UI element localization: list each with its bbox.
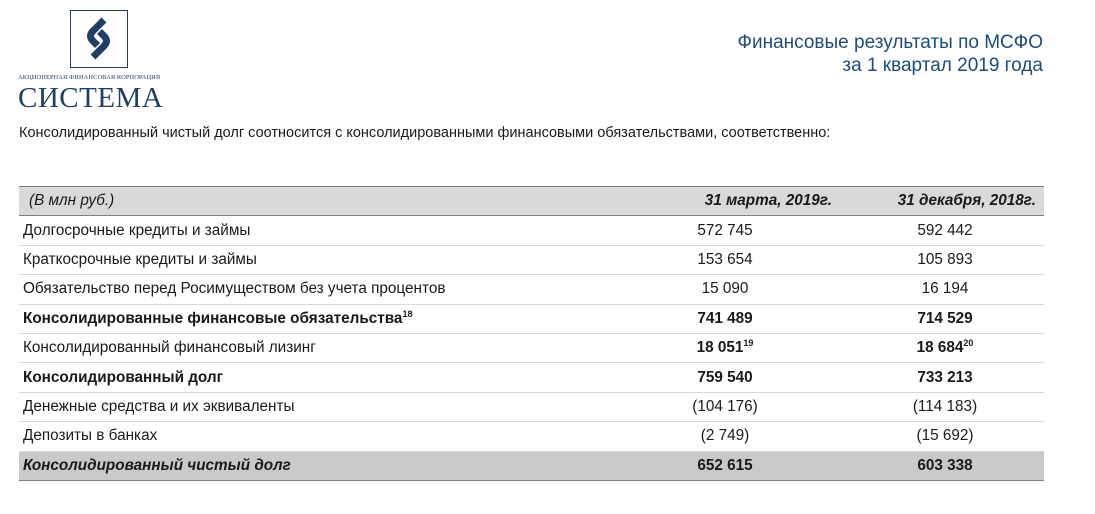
row-value-mar-2019: 741 489	[604, 304, 846, 333]
table-row	[19, 216, 1044, 245]
footnote-ref: 20	[963, 338, 974, 349]
row-label: Обязательство перед Росимуществом без учета процентов	[19, 275, 604, 304]
row-value-mar-2019: 652 615	[604, 451, 846, 480]
row-value-mar-2019: 759 540	[604, 363, 846, 392]
row-value-dec-2018: 733 213	[846, 363, 1044, 392]
row-label: Краткосрочные кредиты и займы	[19, 245, 604, 274]
row-label: Консолидированный долг	[19, 363, 604, 392]
report-title-line1: Финансовые результаты по МСФО	[737, 32, 1043, 53]
table-row	[19, 363, 1044, 392]
sistema-logo-icon	[70, 10, 128, 68]
row-label: Депозиты в банках	[19, 422, 604, 451]
row-label-text: Консолидированные финансовые обязательства	[23, 309, 403, 327]
row-value-dec-2018: 714 529	[846, 304, 1044, 333]
intro-text: Консолидированный чистый долг соотносится с консолидированными финансовыми обязательствами, соответственно:	[19, 125, 831, 141]
row-value-dec-2018: 592 442	[846, 216, 1044, 245]
table-row	[19, 275, 1044, 304]
table-row	[19, 245, 1044, 274]
table-header-row	[19, 187, 1044, 216]
row-value-mar-2019: 15 090	[604, 275, 846, 304]
row-label: Консолидированный финансовый лизинг	[19, 333, 604, 362]
value-text: 18 684	[916, 339, 964, 357]
table-total-row	[19, 451, 1044, 480]
row-value-dec-2018: 16 194	[846, 275, 1044, 304]
value-text: 18 051	[696, 339, 744, 357]
row-value-mar-2019: 153 654	[604, 245, 846, 274]
table-row	[19, 333, 1044, 362]
row-value-mar-2019: (2 749)	[604, 422, 846, 451]
row-value-dec-2018	[846, 333, 1044, 362]
row-label: Долгосрочные кредиты и займы	[19, 216, 604, 245]
row-value-mar-2019: (104 176)	[604, 392, 846, 421]
logo-name: СИСТЕМА	[18, 82, 164, 114]
row-value-dec-2018: 603 338	[846, 451, 1044, 480]
table-row	[19, 422, 1044, 451]
col-header-mar-2019: 31 марта, 2019г.	[604, 187, 846, 216]
table-row	[19, 304, 1044, 333]
row-label: Денежные средства и их эквиваленты	[19, 392, 604, 421]
unit-header: (В млн руб.)	[19, 187, 604, 216]
report-title	[738, 31, 1043, 77]
row-value-dec-2018: 105 893	[846, 245, 1044, 274]
net-debt-table	[19, 186, 1044, 481]
row-value-mar-2019	[604, 333, 846, 362]
footnote-ref: 18	[402, 308, 413, 319]
col-header-dec-2018: 31 декабря, 2018г.	[846, 187, 1044, 216]
footnote-ref: 19	[743, 338, 754, 349]
table-row	[19, 392, 1044, 421]
row-value-dec-2018: (15 692)	[846, 422, 1044, 451]
row-value-mar-2019: 572 745	[604, 216, 846, 245]
row-label: Консолидированный чистый долг	[19, 451, 604, 480]
report-title-line2: за 1 квартал 2019 года	[842, 55, 1043, 76]
logo-caption: АКЦИОНЕРНАЯ ФИНАНСОВАЯ КОРПОРАЦИЯ	[18, 74, 161, 81]
row-value-dec-2018: (114 183)	[846, 392, 1044, 421]
row-label	[19, 304, 604, 333]
